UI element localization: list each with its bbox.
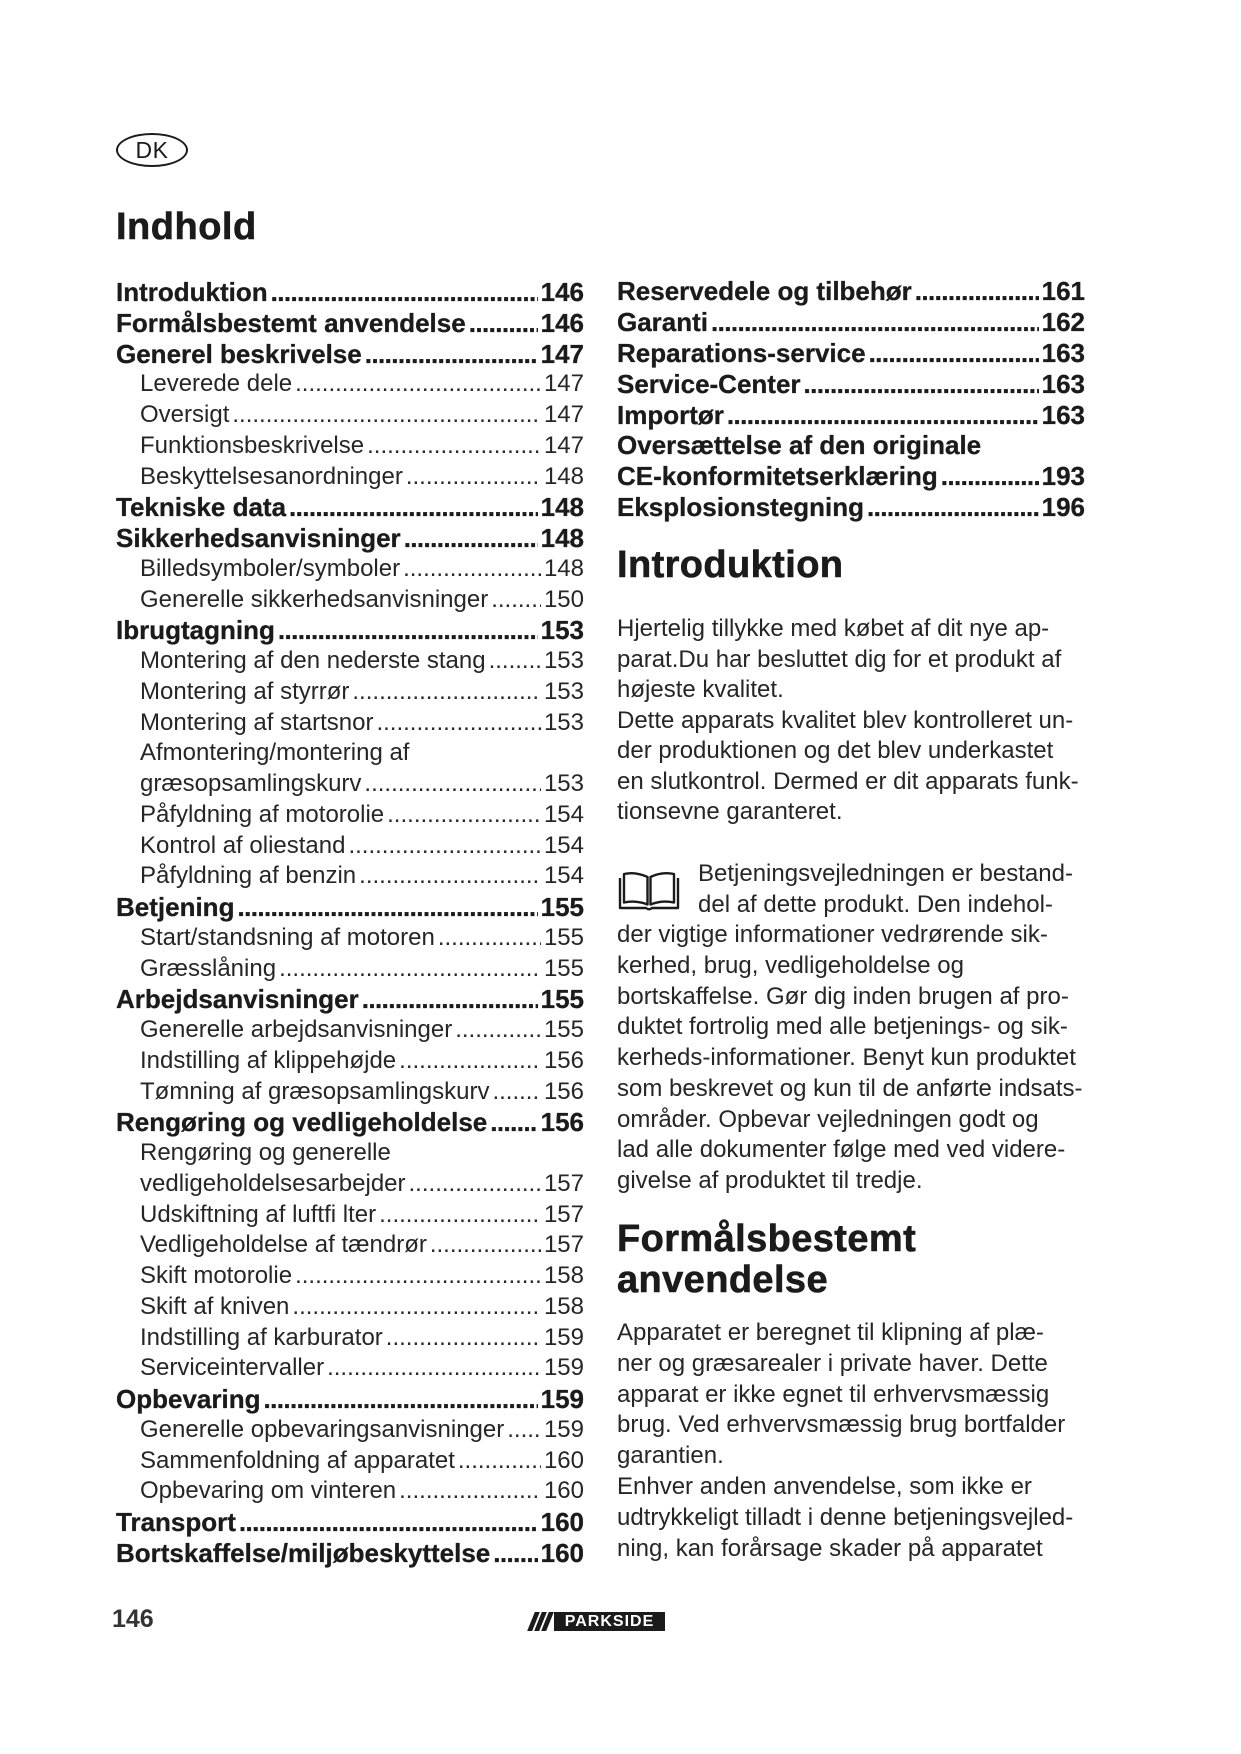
toc-subentry — [116, 462, 584, 493]
text-line: tionsevne garanteret. — [617, 798, 843, 825]
toc-entry-page: 156 — [543, 1046, 584, 1074]
toc-entry — [617, 307, 1085, 338]
toc-subentry — [116, 861, 584, 892]
toc-entry-page: 193 — [1041, 461, 1085, 492]
toc-subentry — [116, 1169, 584, 1200]
toc-subentry — [116, 585, 584, 616]
toc-entry-title: Reparations-service — [617, 337, 866, 368]
toc-entry-title: Indstilling af karburator — [140, 1323, 383, 1351]
toc-entry-page: 160 — [543, 1446, 584, 1474]
heading-line: anvendelse — [617, 1259, 828, 1301]
toc-subentry — [116, 769, 584, 800]
toc-entry-title: Introduktion — [116, 277, 268, 307]
toc-entry-page: 154 — [543, 831, 584, 859]
toc-entry-title: Påfyldning af motorolie — [140, 800, 385, 828]
dot-leader — [348, 831, 540, 862]
language-badge: DK — [116, 133, 188, 167]
dot-leader — [292, 1292, 541, 1323]
toc-entry-title: Generelle sikkerhedsanvisninger — [140, 585, 489, 613]
dot-leader — [386, 1323, 541, 1354]
toc-entry-page: 148 — [540, 492, 584, 523]
toc-subentry — [116, 1230, 584, 1261]
logo-wordmark: PARKSIDE — [554, 1612, 665, 1631]
toc-subentry — [116, 1200, 584, 1231]
toc-entry-page: 163 — [1041, 399, 1085, 430]
text-line: bortskaffelse. Gør dig inden brugen af pro- — [617, 982, 1069, 1010]
toc-entry-title: vedligeholdelsesarbejder — [140, 1169, 406, 1197]
toc-subentry — [116, 954, 584, 985]
toc-entry-title: Eksplosionstegning — [617, 492, 865, 523]
toc-entry — [116, 492, 584, 523]
text-line: Enhver anden anvendelse, som ikke er — [617, 1472, 1032, 1500]
text-line: brug. Ved erhvervsmæssig brug bortfalder — [617, 1411, 1066, 1439]
dot-leader — [493, 1538, 537, 1569]
toc-entry-page: 157 — [543, 1200, 584, 1228]
toc-entry-page: 153 — [543, 708, 584, 736]
toc-entry — [617, 276, 1085, 307]
toc-entry-page: 155 — [543, 923, 584, 951]
text-line: højeste kvalitet. — [617, 676, 784, 703]
toc-subentry — [116, 677, 584, 708]
dot-leader — [237, 892, 537, 923]
dot-leader — [279, 954, 541, 985]
toc-entry-title: græsopsamlingskurv — [140, 770, 362, 797]
dot-leader — [295, 1261, 541, 1292]
toc-entry-page: 159 — [543, 1354, 584, 1382]
formaalsbestemt-paragraph — [617, 1318, 1087, 1564]
text-line: der vigtige informationer vedrørende sik- — [617, 921, 1048, 949]
text-line: en slutkontrol. Dermed er dit apparats funk- — [617, 767, 1079, 795]
toc-subentry — [116, 1476, 584, 1507]
toc-entry — [617, 492, 1085, 523]
dot-leader — [489, 646, 541, 677]
toc-entry — [116, 1384, 584, 1415]
toc-entry-page: 153 — [543, 770, 584, 797]
toc-entry-title: Sammenfoldning af apparatet — [140, 1446, 455, 1474]
text-line: der produktionen og det blev underkastet — [617, 737, 1054, 764]
toc-subentry — [116, 1415, 584, 1446]
toc-subentry — [116, 1323, 584, 1354]
toc-entry-title: Montering af styrrør — [140, 677, 350, 705]
toc-entry — [116, 1107, 584, 1138]
dot-leader — [430, 1230, 541, 1261]
toc-entry-title: Sikkerhedsanvisninger — [116, 523, 401, 553]
toc-entry-page: 157 — [543, 1169, 584, 1197]
dot-leader — [507, 1415, 541, 1446]
toc-entry-title: Arbejdsanvisninger — [116, 984, 359, 1015]
toc-entry-page: 160 — [540, 1537, 584, 1568]
toc-entry-title: Betjening — [116, 892, 235, 922]
toc-entry-page: 147 — [540, 338, 584, 369]
toc-subentry-continuation — [116, 738, 584, 769]
toc-entry-title: Skift motorolie — [140, 1262, 293, 1289]
brand-logo — [528, 1612, 668, 1631]
dot-leader — [406, 462, 541, 493]
toc-subentry — [116, 1261, 584, 1292]
toc-entry-title: Funktionsbeskrivelse — [140, 431, 365, 459]
toc-subentry — [116, 431, 584, 462]
toc-entry-title: Billedsymboler/symboler — [140, 554, 401, 582]
dot-leader — [232, 400, 541, 431]
toc-entry-page: 160 — [543, 1477, 584, 1505]
toc-entry-title: Oversigt — [140, 401, 230, 428]
toc-entry-page: 148 — [543, 462, 584, 490]
toc-entry — [116, 615, 584, 646]
text-line: givelse af produktet til tredje. — [617, 1166, 923, 1194]
toc-right-column — [617, 276, 1085, 523]
toc-entry-title: CE-konformitetserklæring — [617, 461, 938, 492]
toc-entry-page: 156 — [543, 1077, 584, 1105]
dot-leader — [455, 1015, 541, 1046]
toc-entry-title: Oversættelse af den originale — [617, 430, 982, 461]
dot-leader — [359, 861, 541, 892]
text-line: områder. Opbevar vejledningen godt og — [617, 1105, 1039, 1133]
text-line: Apparatet er beregnet til klipning af plæ- — [617, 1319, 1044, 1346]
heading-line: Formålsbestemt — [617, 1218, 917, 1260]
toc-entry-page: 159 — [543, 1415, 584, 1443]
text-line: duktet fortrolig med alle betjenings- og sik- — [617, 1013, 1068, 1041]
toc-entry-title: Generelle opbevaringsanvisninger — [140, 1415, 505, 1443]
dot-leader — [399, 1046, 541, 1077]
text-line: kerheds-informationer. Benyt kun produktet — [617, 1044, 1076, 1072]
toc-entry-page: 160 — [540, 1507, 584, 1537]
dot-leader — [941, 461, 1039, 492]
text-line: parat.Du har besluttet dig for et produkt af — [617, 645, 1062, 673]
toc-entry-title: Generelle arbejdsanvisninger — [140, 1016, 453, 1043]
introduktion-paragraph — [617, 614, 1087, 828]
toc-subentry — [116, 646, 584, 677]
dot-leader — [403, 554, 541, 585]
toc-entry-title: Start/standsning af motoren — [140, 923, 435, 951]
dot-leader — [867, 492, 1039, 523]
toc-entry-title: Kontrol af oliestand — [140, 831, 346, 859]
toc-entry-title: Vedligeholdelse af tændrør — [140, 1231, 427, 1259]
dot-leader — [263, 1384, 537, 1415]
toc-entry — [116, 308, 584, 339]
toc-subentry — [116, 923, 584, 954]
toc-entry-page: 158 — [543, 1292, 584, 1320]
toc-entry-page: 153 — [543, 647, 584, 674]
toc-subentry-continuation — [116, 1138, 584, 1169]
dot-leader — [711, 307, 1039, 338]
toc-entry-page: 163 — [1041, 337, 1085, 368]
toc-entry-page: 155 — [543, 954, 584, 982]
toc-entry-page: 158 — [543, 1262, 584, 1289]
section-heading-introduktion: Introduktion — [617, 544, 844, 586]
toc-entry — [617, 369, 1085, 400]
dot-leader — [404, 523, 538, 554]
toc-entry-title: Beskyttelsesanordninger — [140, 462, 403, 490]
toc-entry — [617, 338, 1085, 369]
dot-leader — [409, 1169, 541, 1200]
toc-entry-title: Importør — [617, 399, 724, 430]
dot-leader — [490, 1107, 537, 1138]
toc-entry-title: Service-Center — [617, 368, 801, 399]
toc-entry-title: Skift af kniven — [140, 1292, 290, 1320]
dot-leader — [289, 492, 538, 523]
dot-leader — [367, 431, 541, 462]
toc-entry-page: 153 — [540, 615, 584, 646]
toc-entry-title: Græsslåning — [140, 954, 277, 982]
toc-entry-title: Generel beskrivelse — [116, 338, 362, 369]
toc-subentry — [116, 1353, 584, 1384]
toc-entry-page: 155 — [543, 1016, 584, 1043]
toc-entry — [116, 277, 584, 308]
toc-entry-title: Udskiftning af luftfi lter — [140, 1200, 377, 1228]
dot-leader — [278, 615, 538, 646]
dot-leader — [458, 1446, 541, 1477]
toc-entry — [116, 984, 584, 1015]
toc-title: Indhold — [116, 206, 257, 248]
toc-entry-page: 156 — [540, 1107, 584, 1138]
text-line: garantien. — [617, 1442, 724, 1470]
toc-entry-page: 154 — [543, 800, 584, 828]
dot-leader — [399, 1476, 541, 1507]
toc-entry-page: 153 — [543, 677, 584, 705]
text-line: Hjertelig tillykke med købet af dit nye ap- — [617, 615, 1050, 642]
toc-subentry — [116, 1292, 584, 1323]
toc-entry-page: 148 — [540, 523, 584, 553]
text-line: kerhed, brug, vedligeholdelse og — [617, 952, 964, 980]
toc-subentry — [116, 400, 584, 431]
toc-entry-title: Rengøring og generelle — [140, 1139, 391, 1166]
text-line: ning, kan forårsage skader på apparatet — [617, 1534, 1043, 1562]
toc-entry-page: 155 — [540, 892, 584, 922]
toc-entry-title: Tømning af græsopsamlingskurv — [140, 1077, 490, 1105]
toc-entry — [116, 1538, 584, 1569]
text-line: lad alle dokumenter følge med ved videre- — [617, 1136, 1066, 1164]
toc-entry-title: Montering af den nederste stang — [140, 647, 486, 674]
dot-leader — [364, 769, 541, 800]
toc-entry-page: 157 — [543, 1231, 584, 1259]
toc-entry-page: 146 — [540, 277, 584, 307]
toc-entry-title: Transport — [116, 1507, 236, 1537]
dot-leader — [271, 277, 538, 308]
toc-entry-page: 159 — [540, 1384, 584, 1414]
dot-leader — [327, 1353, 541, 1384]
section-heading-formaalsbestemt — [617, 1219, 916, 1301]
toc-entry-title: Ibrugtagning — [116, 615, 275, 646]
toc-entry-page: 147 — [543, 370, 584, 398]
text-line: Betjeningsvejledningen er bestand- — [698, 860, 1073, 887]
toc-entry-page: 159 — [543, 1323, 584, 1351]
toc-entry — [116, 892, 584, 923]
toc-entry — [116, 523, 584, 554]
dot-leader — [362, 984, 538, 1015]
page-number: 146 — [112, 1605, 154, 1633]
dot-leader — [352, 677, 541, 708]
toc-entry-title: Garanti — [617, 306, 709, 337]
dot-leader — [492, 1077, 541, 1108]
toc-entry-title: Serviceintervaller — [140, 1354, 325, 1382]
toc-entry-title: Reservedele og tilbehør — [617, 276, 912, 306]
toc-subentry — [116, 1077, 584, 1108]
toc-entry-title: Indstilling af klippehøjde — [140, 1046, 397, 1074]
toc-subentry — [116, 1015, 584, 1046]
toc-entry — [617, 461, 1085, 492]
toc-subentry — [116, 1446, 584, 1477]
toc-entry-page: 146 — [540, 307, 584, 338]
toc-entry-page: 155 — [540, 984, 584, 1015]
dot-leader — [869, 338, 1039, 369]
dot-leader — [491, 585, 541, 616]
toc-entry-page: 154 — [543, 862, 584, 890]
toc-entry-title: Rengøring og vedligeholdelse — [116, 1107, 488, 1138]
toc-entry-continuation — [617, 430, 1085, 461]
dot-leader — [804, 369, 1039, 400]
manual-note-paragraph — [617, 859, 1087, 1197]
toc-entry-title: Opbevaring om vinteren — [140, 1477, 397, 1505]
toc-entry-page: 163 — [1041, 368, 1085, 399]
toc-subentry — [116, 831, 584, 862]
toc-left-column — [116, 277, 584, 1569]
dot-leader — [727, 400, 1039, 431]
text-line: ner og græsarealer i private haver. Dette — [617, 1349, 1048, 1377]
dot-leader — [438, 923, 541, 954]
toc-entry-title: Leverede dele — [140, 370, 293, 398]
toc-entry-page: 196 — [1041, 492, 1085, 523]
toc-subentry — [116, 800, 584, 831]
toc-entry-page: 161 — [1041, 276, 1085, 306]
toc-entry-title: Afmontering/montering af — [140, 739, 410, 767]
toc-subentry — [116, 708, 584, 739]
text-line: apparat er ikke egnet til erhvervsmæssig — [617, 1380, 1050, 1408]
toc-entry-title: Montering af startsnor — [140, 708, 374, 736]
dot-leader — [376, 708, 541, 739]
toc-entry — [116, 1507, 584, 1538]
toc-subentry — [116, 1046, 584, 1077]
toc-entry-page: 147 — [543, 431, 584, 459]
text-line: udtrykkeligt tilladt i denne betjeningsvejled- — [617, 1503, 1074, 1531]
toc-entry-page: 148 — [543, 554, 584, 582]
toc-subentry — [116, 554, 584, 585]
dot-leader — [387, 800, 541, 831]
dot-leader — [379, 1200, 541, 1231]
text-line: del af dette produkt. Den indehol- — [698, 890, 1053, 918]
toc-entry-title: Opbevaring — [116, 1384, 261, 1414]
dot-leader — [469, 308, 538, 339]
text-line: som beskrevet og kun til de anførte indsats- — [617, 1074, 1083, 1102]
toc-entry-page: 147 — [543, 401, 584, 428]
toc-entry — [617, 400, 1085, 431]
toc-entry-title: Påfyldning af benzin — [140, 862, 357, 890]
toc-subentry — [116, 369, 584, 400]
dot-leader — [365, 339, 538, 370]
dot-leader — [239, 1507, 538, 1538]
dot-leader — [295, 369, 541, 400]
toc-entry-title: Tekniske data — [116, 492, 287, 523]
toc-entry-title: Formålsbestemt anvendelse — [116, 307, 466, 338]
toc-entry-title: Bortskaffelse/miljøbeskyttelse — [116, 1537, 491, 1568]
toc-entry-page: 162 — [1041, 306, 1085, 337]
toc-entry — [116, 339, 584, 370]
toc-entry-page: 150 — [543, 585, 584, 613]
dot-leader — [915, 276, 1039, 307]
text-line: Dette apparats kvalitet blev kontrolleret un- — [617, 706, 1074, 734]
